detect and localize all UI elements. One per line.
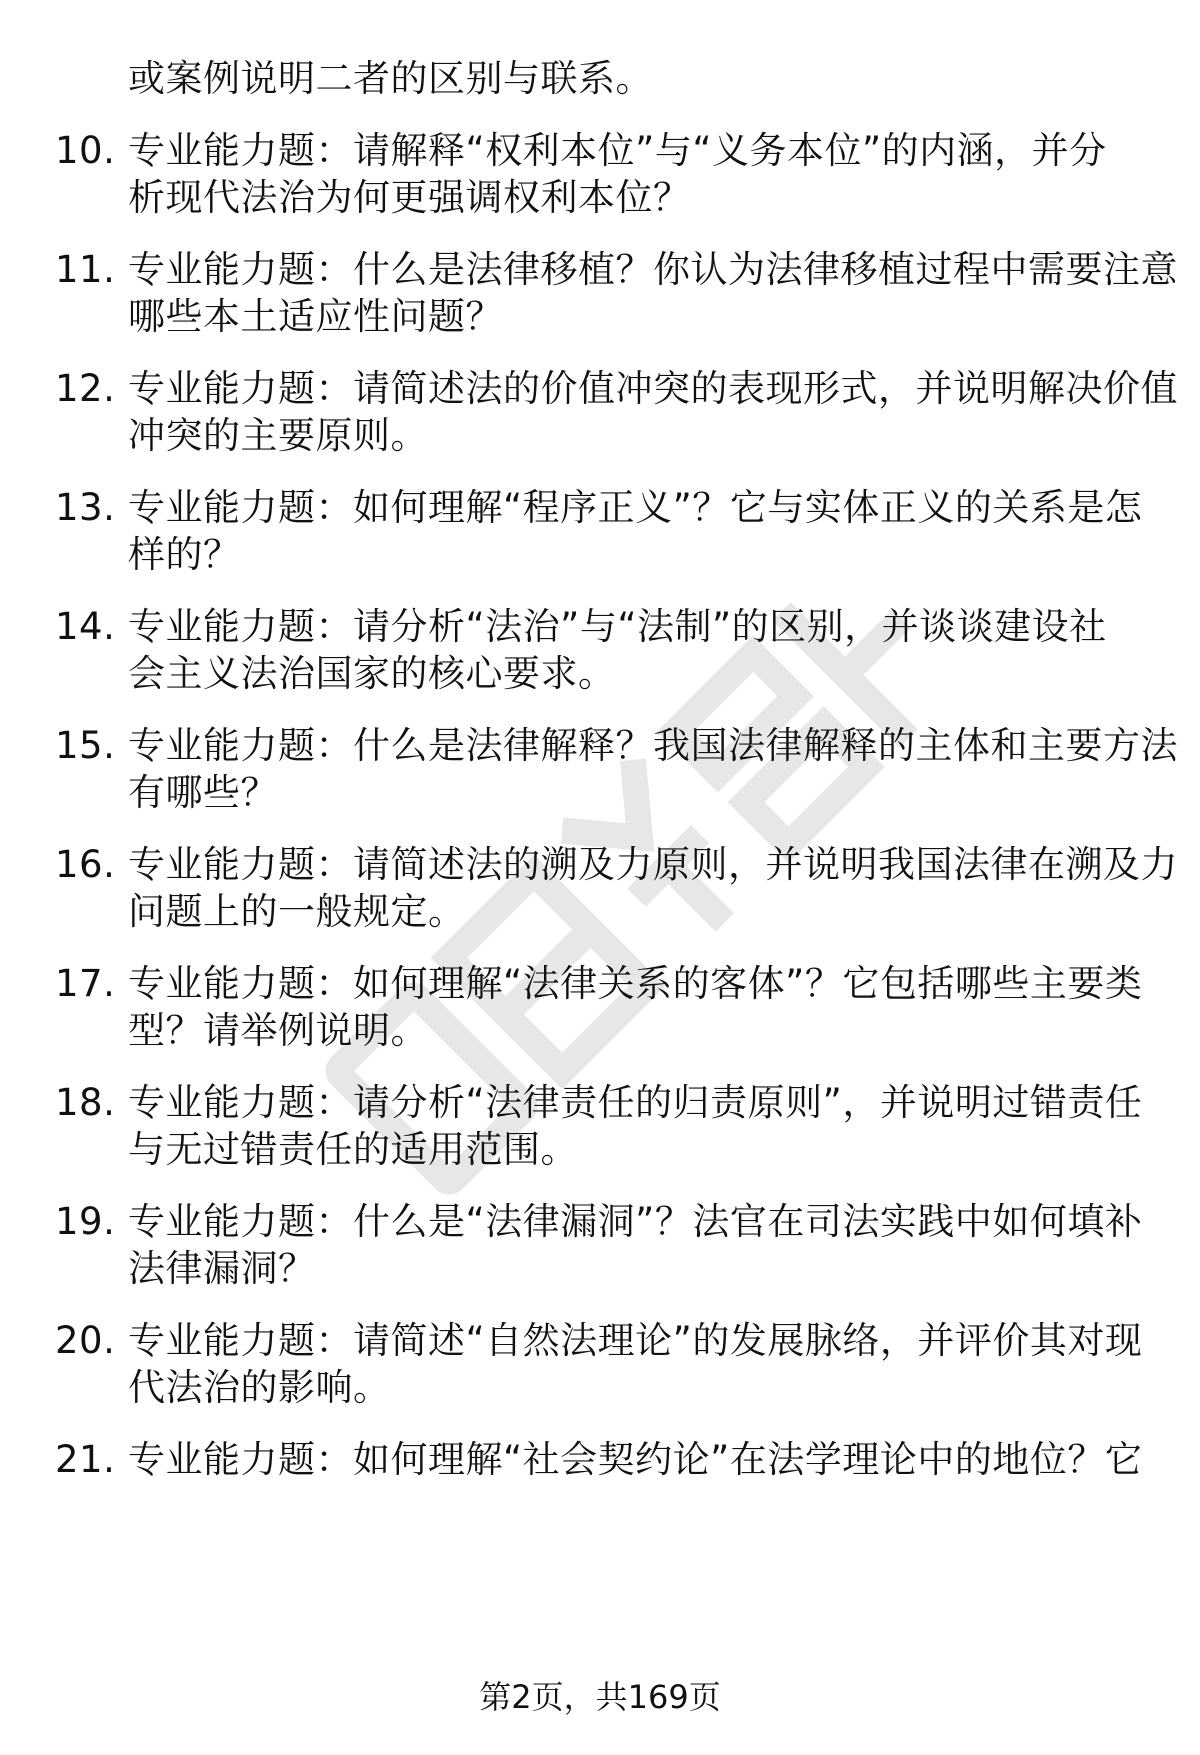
document-page: 或案例说明二者的区别与联系。 10. 专业能力题：请解释“权利本位”与“义务本位”的内涵，并分 析现代法治为何更强调权利本位？ 11. 专业能力题：什么是法律移植？你认为法律移植过程中需要注意 哪些本土适应性问题？ 12. 专业能力题：请简述法的价值冲突的表现形式，并说明解决价值 冲突的主要原则。 13. 专业能力题：如何理解“程序正义”？它与实体正义的关系是怎 样的？ 14. 专业能力题：请分析“法治”与“法制”的区别，并谈谈建设社 会主义法治国家的核心要求。 15. 专业能力题：什么是法律解释？我国法律解释的主体和主要方法 有哪些？ 16. 专业能力题：请简述法的溯及力原则，并说明我国法律在溯及力 问题上的一般规定。 17. 专业能力题：如何理解“法律关系的客体”？它包括哪些主要类 型？请举例说明。 18. 专业能力题：请分析“法律责任的归责原则”，并说明过错责任 与无过错责任的适用范围。 19. 专业能力题：什么是“法律漏洞”？法官在司法实践中如何填补 法律漏洞？ 20. 专业能力题：请简述“自然法理论”的发展脉络，并评价其对现 代法治的影响。 21. 专业能力题：如何理解“社会契约论”在法学理论中的地位？它 第2页，共169页 [0, 0, 1200, 1755]
item-text-line1: 专业能力题：什么是法律移植？你认为法律移植过程中需要注意 [128, 248, 1178, 291]
item-number: 20. [55, 1319, 116, 1362]
item-text-line2: 代法治的影响。 [128, 1366, 391, 1409]
item-text-line2: 冲突的主要原则。 [128, 414, 428, 457]
item-text-line1: 专业能力题：请简述法的价值冲突的表现形式，并说明解决价值 [128, 367, 1178, 410]
item-text-line1: 专业能力题：什么是法律解释？我国法律解释的主体和主要方法 [128, 724, 1178, 767]
item-text-line1: 专业能力题：请简述“自然法理论”的发展脉络，并评价其对现 [128, 1319, 1143, 1362]
item-number: 10. [55, 129, 116, 172]
item-number: 13. [55, 486, 116, 529]
item-text-line2: 会主义法治国家的核心要求。 [128, 652, 616, 695]
page-footer: 第2页，共169页 [479, 1678, 721, 1716]
item-text-line2: 与无过错责任的适用范围。 [128, 1128, 578, 1171]
item-text-line2: 哪些本土适应性问题？ [128, 295, 503, 338]
item-number: 14. [55, 605, 116, 648]
item-text-line1: 专业能力题：请分析“法律责任的归责原则”，并说明过错责任 [128, 1081, 1143, 1124]
item-text-line2: 问题上的一般规定。 [128, 890, 466, 933]
item-number: 21. [55, 1438, 116, 1481]
item-text-line1: 专业能力题：请解释“权利本位”与“义务本位”的内涵，并分 [128, 129, 1107, 172]
item-number: 12. [55, 367, 116, 410]
item-text-line2: 样的？ [128, 533, 241, 576]
item-text-line1: 专业能力题：如何理解“社会契约论”在法学理论中的地位？它 [128, 1438, 1143, 1481]
item-number: 19. [55, 1200, 116, 1243]
item-number: 15. [55, 724, 116, 767]
item-text-line1: 专业能力题：什么是“法律漏洞”？法官在司法实践中如何填补 [128, 1200, 1143, 1243]
item-number: 17. [55, 962, 116, 1005]
item-text-line2: 有哪些？ [128, 771, 278, 814]
item-text-line2: 法律漏洞？ [128, 1247, 316, 1290]
item-text-line1: 专业能力题：如何理解“法律关系的客体”？它包括哪些主要类 [128, 962, 1143, 1005]
item-text-line1: 专业能力题：请简述法的溯及力原则，并说明我国法律在溯及力 [128, 843, 1178, 886]
item-text-line2: 析现代法治为何更强调权利本位？ [128, 176, 691, 219]
item-text-line2: 型？请举例说明。 [128, 1009, 428, 1052]
item-number: 18. [55, 1081, 116, 1124]
item-number: 11. [55, 248, 116, 291]
item-text-line1: 专业能力题：如何理解“程序正义”？它与实体正义的关系是怎 [128, 486, 1143, 529]
item-number: 16. [55, 843, 116, 886]
item-text-line1: 专业能力题：请分析“法治”与“法制”的区别，并谈谈建设社 [128, 605, 1107, 648]
